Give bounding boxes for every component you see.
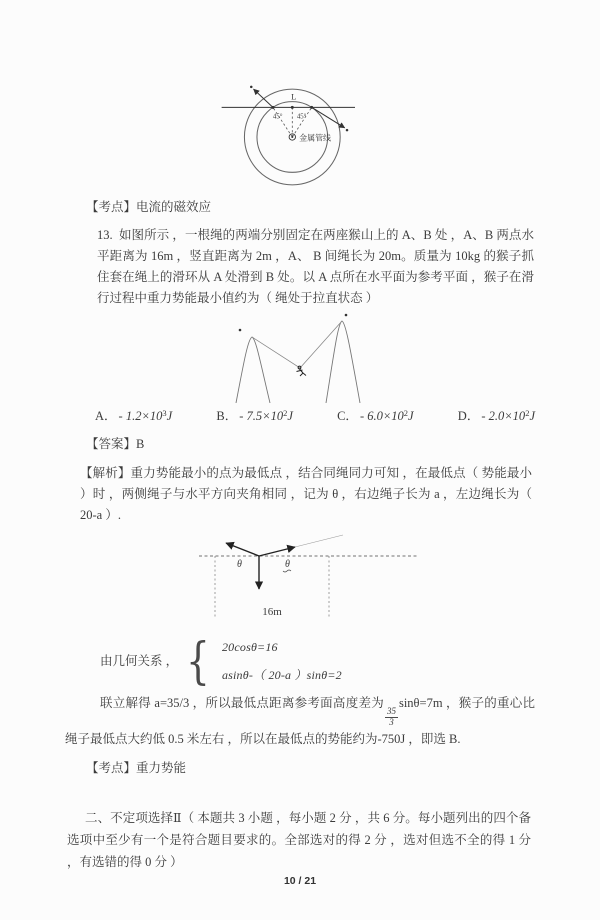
geometry-equations: [100, 632, 600, 690]
option-A: A． - $1.2\times 10^3J$: [95, 408, 173, 423]
dot-up-left: [250, 86, 253, 89]
equation-intro: 由几何关系 ，: [100, 654, 179, 668]
point-B: [345, 314, 348, 317]
conduit-label: 金属管线: [299, 133, 332, 143]
equation-1: 20cosθ=16: [221, 639, 278, 654]
equation-2: asinθ-（ 20-a ）sinθ=2: [221, 667, 342, 682]
theta-right-label: θ: [285, 559, 290, 570]
question-number: 13.: [97, 228, 113, 242]
solution-part2: sinθ=7m ，猴子的重心比绳子最低点大约低 0.5 米左右 ，所以在最低点的势能约为-750J ，即选 B.: [65, 696, 535, 746]
angle-right-label: 45°: [296, 113, 307, 121]
answer-options: [95, 405, 535, 424]
dot-down-right: [346, 129, 349, 132]
left-mountain: [236, 337, 270, 403]
monkey-rope-diagram: [178, 311, 422, 407]
current-out-dot: [291, 136, 293, 138]
force-diagram: [193, 534, 423, 630]
monkey-figure: [297, 366, 307, 376]
angle-left-label: 45°: [272, 113, 283, 121]
option-B: B． - $7.5\times 10^2J$: [216, 408, 293, 423]
label-L: L: [291, 91, 297, 102]
lowest-point-diagram: [193, 534, 423, 626]
tension-right-arrow: [259, 547, 295, 556]
solution-paragraph: [65, 692, 535, 750]
current-magnetic-field-diagram: [178, 72, 418, 190]
fraction-35-3: $\frac{35}{3}$: [386, 706, 396, 728]
tension-left-arrow: [226, 543, 259, 556]
exam-page: [0, 72, 600, 920]
theta-left-label: θ: [237, 559, 242, 570]
point-center: [291, 106, 294, 109]
brace-icon: {: [186, 632, 210, 690]
page-number: 10 / 21: [283, 875, 317, 887]
analysis-paragraph: 【解析】重力势能最小的点为最低点 ，结合同绳同力可知 ，在最低点（ 势能最小 ）时 ，两侧绳子与水平方向夹角相同 ，记为 θ ，右边绳子长为 a ，左边绳长为（ 20-a ）.: [80, 466, 532, 522]
point-A: [239, 329, 242, 332]
question-text: 如图所示 ，一根绳的两端分别固定在两座猴山上的 A、B 处 ，A、B 两点水平距离为 16m ，竖直距离为 2m ，A、 B 间绳长为 20m。质量为 10kg 的猴子抓住套在绳上的滑环从 A 处滑到 B 处。以 A 点所在水平面为参考平面 ，猴子在滑行过程中重力势能最小值约为（ 绳处于拉直状态 ）: [97, 228, 534, 305]
option-D: D． - $2.0\times 10^2J$: [457, 408, 535, 423]
radius-dashed-left: [273, 107, 292, 137]
arrow-down-right: [312, 107, 345, 128]
answer-label: 【答案】B: [86, 437, 145, 451]
rope: [252, 321, 342, 368]
option-C: C． - $6.0\times 10^2J$: [337, 408, 414, 423]
mountain-diagram: [178, 311, 422, 403]
section-2-heading: 二、不定项选择Ⅱ（ 本题共 3 小题 ，每小题 2 分 ，共 6 分。每小题列出的四个备选项中至少有一个是符合题目要求的。全部选对的得 2 分 ，选对但选不全的得 1 分 ，有选错的得 0 分 ）: [67, 810, 531, 869]
span-16m-label: 16m: [262, 606, 282, 618]
circle-diagram: [178, 72, 418, 186]
test-point-label-2: 【考点】重力势能: [86, 760, 187, 775]
test-point-label-1: 【考点】电流的磁效应: [86, 200, 212, 214]
question-13: [97, 225, 534, 309]
equation-lines: [222, 640, 342, 683]
solution-part1: 联立解得 a=35/3 ，所以最低点距离参考面高度差为: [100, 696, 384, 710]
theta-right-tilde: [283, 570, 291, 572]
